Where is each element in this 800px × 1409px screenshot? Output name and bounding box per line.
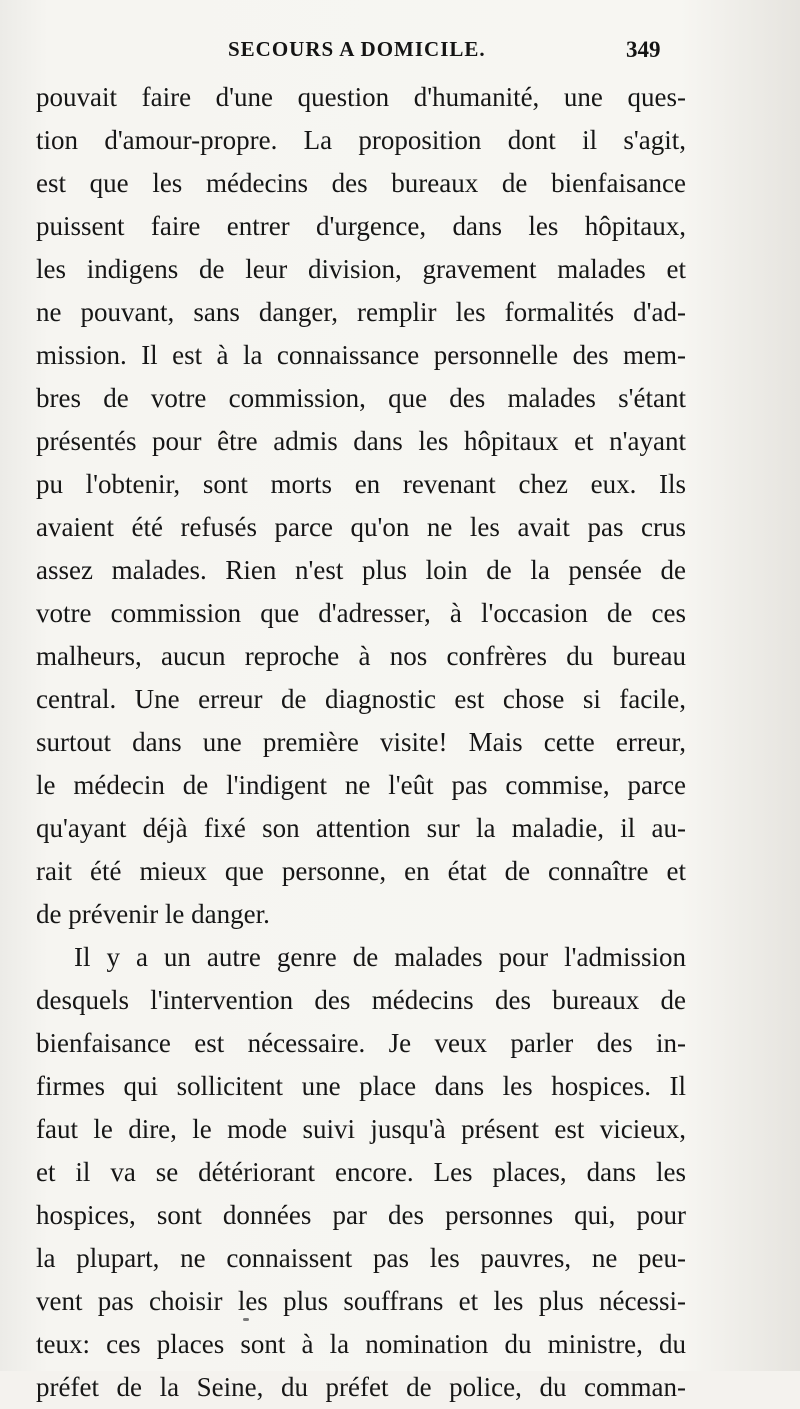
text-line: pouvait faire d'une question d'humanité, une ques- bbox=[36, 82, 686, 112]
text-line: vent pas choisir les plus souffrans et les plus nécessi- bbox=[36, 1286, 686, 1316]
text-line: préfet de la Seine, du préfet de police, du comman- bbox=[36, 1372, 686, 1402]
text-line: avaient été refusés parce qu'on ne les avait pas crus bbox=[36, 512, 686, 542]
text-line: tion d'amour-propre. La proposition dont il s'agit, bbox=[36, 125, 686, 155]
text-line: bres de votre commission, que des malades s'étant bbox=[36, 383, 686, 413]
text-line: teux: ces places sont à la nomination du ministre, du bbox=[36, 1329, 686, 1359]
text-line: le médecin de l'indigent ne l'eût pas commise, parce bbox=[36, 770, 686, 800]
text-line: pu l'obtenir, sont morts en revenant chez eux. Ils bbox=[36, 469, 686, 499]
text-line: puissent faire entrer d'urgence, dans les hôpitaux, bbox=[36, 211, 686, 241]
text-line: hospices, sont données par des personnes qui, pour bbox=[36, 1200, 686, 1230]
text-line: assez malades. Rien n'est plus loin de la pensée de bbox=[36, 555, 686, 585]
text-line: faut le dire, le mode suivi jusqu'à présent est vicieux, bbox=[36, 1114, 686, 1144]
ink-speck bbox=[243, 1318, 249, 1321]
text-line: firmes qui sollicitent une place dans les hospices. Il bbox=[36, 1071, 686, 1101]
text-line: qu'ayant déjà fixé son attention sur la maladie, il au- bbox=[36, 813, 686, 843]
text-line: présentés pour être admis dans les hôpitaux et n'ayant bbox=[36, 426, 686, 456]
page-number: 349 bbox=[626, 37, 661, 62]
text-line: central. Une erreur de diagnostic est chose si facile, bbox=[36, 684, 686, 714]
text-line-paragraph-start: Il y a un autre genre de malades pour l'admission bbox=[74, 942, 686, 972]
text-line: votre commission que d'adresser, à l'occasion de ces bbox=[36, 598, 686, 628]
text-line: est que les médecins des bureaux de bienfaisance bbox=[36, 168, 686, 198]
running-head: SECOURS A DOMICILE. bbox=[228, 37, 486, 61]
text-line: bienfaisance est nécessaire. Je veux parler des in- bbox=[36, 1028, 686, 1058]
text-line: mission. Il est à la connaissance personnelle des mem- bbox=[36, 340, 686, 370]
text-line: rait été mieux que personne, en état de connaître et bbox=[36, 856, 686, 886]
text-line: ne pouvant, sans danger, remplir les formalités d'ad- bbox=[36, 297, 686, 327]
text-line: et il va se détériorant encore. Les places, dans les bbox=[36, 1157, 686, 1187]
text-line: malheurs, aucun reproche à nos confrères du bureau bbox=[36, 641, 686, 671]
text-line: les indigens de leur division, gravement malades et bbox=[36, 254, 686, 284]
text-line-paragraph-end: de prévenir le danger. bbox=[36, 899, 270, 929]
body-text bbox=[36, 76, 686, 1409]
text-line: desquels l'intervention des médecins des bureaux de bbox=[36, 985, 686, 1015]
text-line: surtout dans une première visite! Mais cette erreur, bbox=[36, 727, 686, 757]
text-line: la plupart, ne connaissent pas les pauvres, ne peu- bbox=[36, 1243, 686, 1273]
